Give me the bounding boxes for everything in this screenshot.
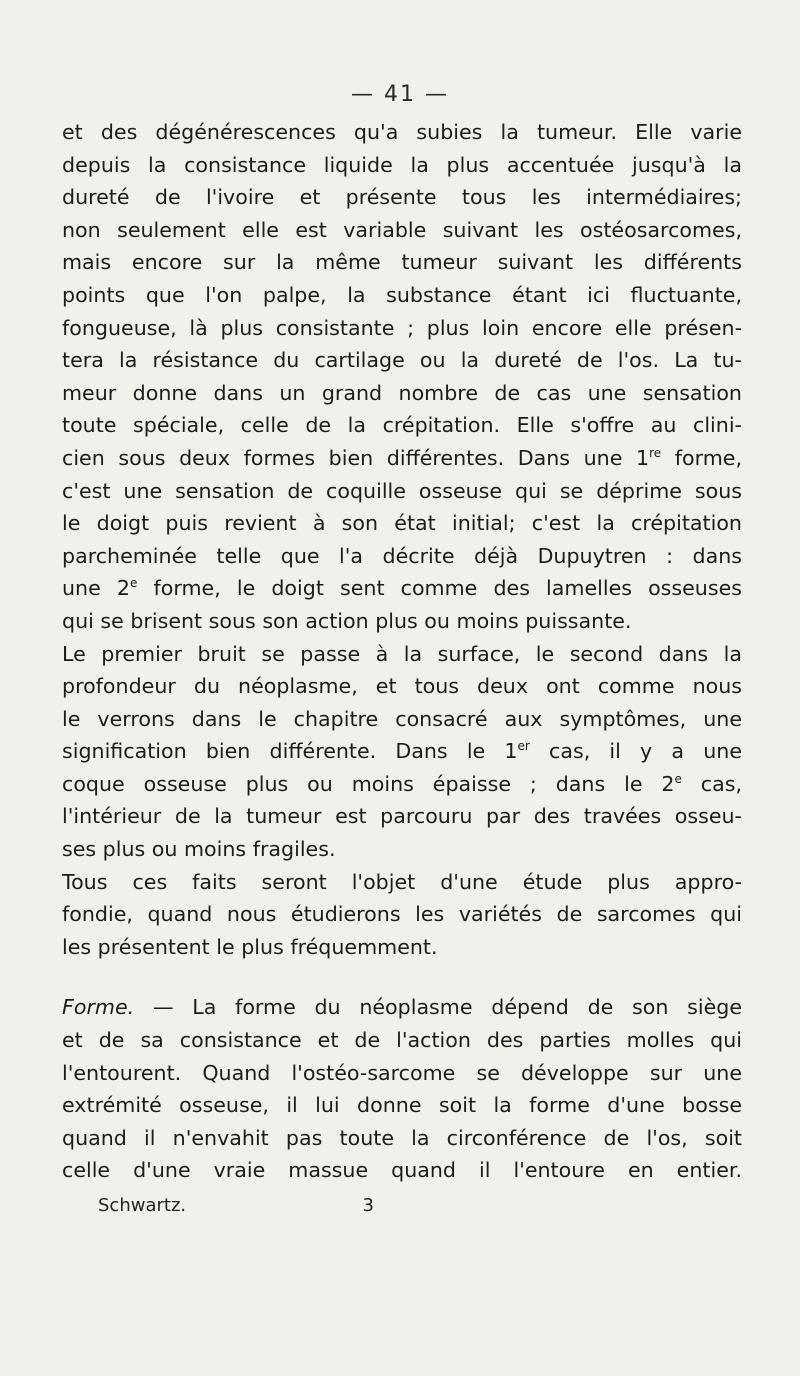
text-line: depuis la consistance liquide la plus accentuée jusqu'à la <box>62 152 742 177</box>
text-line: les présentent le plus fréquemment. <box>62 934 438 959</box>
paragraph-forme <box>62 991 742 1187</box>
text-line: l'entourent. Quand l'ostéo-sarcome se développe sur une <box>62 1060 742 1085</box>
text-line: mais encore sur la même tumeur suivant les différents <box>62 250 742 275</box>
text-line: dureté de l'ivoire et présente tous les intermédiaires; <box>62 185 742 210</box>
text-line: le doigt puis revient à son état initial; c'est la crépitation <box>62 511 742 536</box>
text-line: et de sa consistance et de l'action des parties molles qui <box>62 1028 742 1053</box>
signature-mark: 3 <box>362 1195 374 1216</box>
text-line: qui se brisent sous son action plus ou moins puissante. <box>62 608 632 633</box>
text-line-rest: — La forme du néoplasme dépend de son siège <box>152 995 743 1020</box>
text-line: fondie, quand nous étudierons les variétés de sarcomes qui <box>62 902 742 927</box>
section-heading-forme: Forme. <box>62 995 135 1020</box>
text-line: fongueuse, là plus consistante ; plus loin encore elle présen- <box>62 315 742 340</box>
text-line: quand il n'envahit pas toute la circonférence de l'os, soit <box>62 1125 742 1150</box>
text-line: toute spéciale, celle de la crépitation. Elle s'offre au clini- <box>62 413 742 438</box>
text-line: profondeur du néoplasme, et tous deux ont comme nous <box>62 674 742 699</box>
text-line: l'intérieur de la tumeur est parcouru par des travées osseu- <box>62 804 742 829</box>
ordinal-suffix: re <box>649 445 662 460</box>
page-number: — 41 — <box>351 82 449 107</box>
paragraph-3 <box>62 866 742 964</box>
ordinal-suffix: er <box>517 739 530 754</box>
text-line: points que l'on palpe, la substance étant ici fluctuante, <box>62 282 742 307</box>
text-line: une 2e forme, le doigt sent comme des lamelles osseuses <box>62 576 742 601</box>
text-line: tera la résistance du cartilage ou la dureté de l'os. La tu- <box>62 348 742 373</box>
paragraph-gap <box>62 963 742 991</box>
text-line: coque osseuse plus ou moins épaisse ; dans le 2e cas, <box>62 771 742 796</box>
text-line: parcheminée telle que l'a décrite déjà Dupuytren : dans <box>62 543 742 568</box>
footer-author: Schwartz. <box>98 1195 187 1216</box>
text-line <box>62 991 742 1024</box>
text-line: c'est une sensation de coquille osseuse qui se déprime sous <box>62 478 742 503</box>
text-line: le verrons dans le chapitre consacré aux symptômes, une <box>62 706 742 731</box>
text-line: meur donne dans un grand nombre de cas une sensation <box>62 380 742 405</box>
text-line: extrémité osseuse, il lui donne soit la forme d'une bosse <box>62 1093 742 1118</box>
text-line: non seulement elle est variable suivant les ostéosarcomes, <box>62 217 742 242</box>
text-line: Tous ces faits seront l'objet d'une étude plus appro- <box>62 869 742 894</box>
text-line: et des dégénérescences qu'a subies la tumeur. Elle varie <box>62 120 742 144</box>
text-line: ses plus ou moins fragiles. <box>62 837 336 862</box>
paragraph-1 <box>62 116 742 638</box>
ordinal-suffix: e <box>674 771 682 786</box>
text-line: celle d'une vraie massue quand il l'entoure en entier. <box>62 1158 742 1183</box>
page-footer <box>98 1195 374 1216</box>
text-line: Le premier bruit se passe à la surface, le second dans la <box>62 641 742 666</box>
text-line: signification bien différente. Dans le 1er cas, il y a une <box>62 739 742 764</box>
text-line: cien sous deux formes bien différentes. Dans une 1re forme, <box>62 445 742 470</box>
paragraph-2 <box>62 638 742 866</box>
ordinal-suffix: e <box>130 576 138 591</box>
body-text <box>62 116 742 1187</box>
